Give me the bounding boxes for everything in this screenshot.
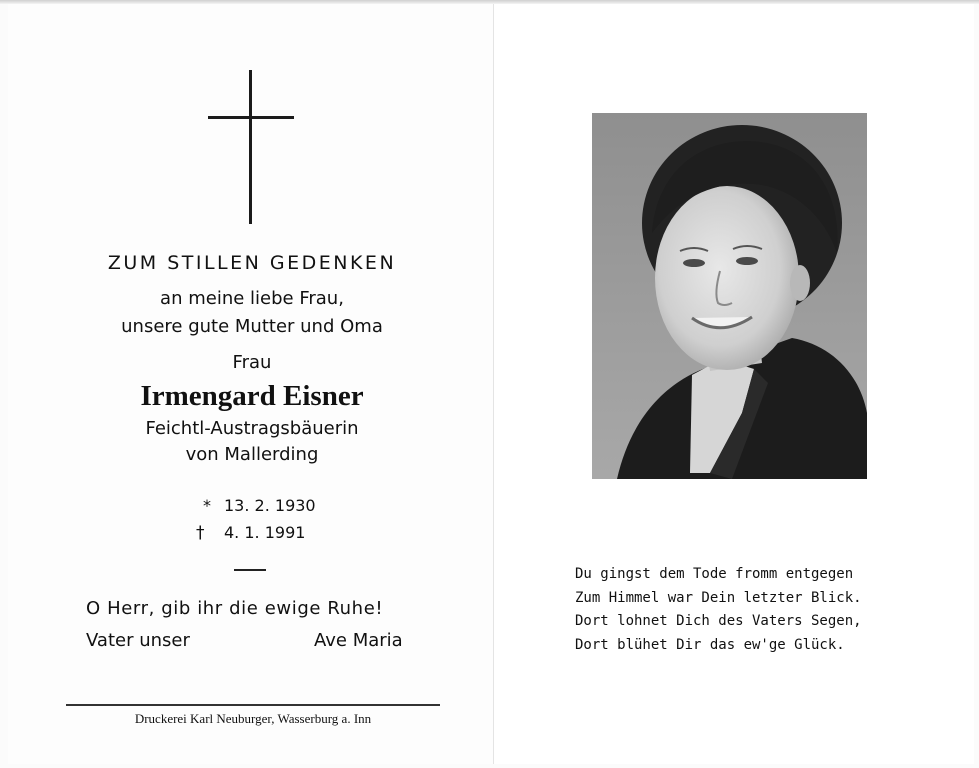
prayer-ave-maria: Ave Maria — [314, 630, 403, 651]
birth-date: 13. 2. 1930 — [224, 496, 316, 515]
heading: ZUM STILLEN GEDENKEN — [107, 252, 397, 274]
cross-horizontal-bar — [208, 116, 294, 119]
portrait-image — [592, 113, 867, 479]
dedication-line-1: an meine liebe Frau, — [160, 288, 344, 309]
death-symbol: † — [196, 523, 205, 543]
birth-symbol: * — [203, 496, 211, 515]
separator-dash — [234, 569, 266, 571]
poem-line: Dort blühet Dir das ew'ge Glück. — [575, 636, 845, 653]
title-frau: Frau — [232, 352, 272, 373]
printer-credit: Druckerei Karl Neuburger, Wasserburg a. Inn — [134, 711, 372, 726]
dedication-line-2: unsere gute Mutter und Oma — [121, 316, 383, 337]
prayer-vater-unser: Vater unser — [86, 630, 190, 651]
occupation-line-1: Feichtl-Austragsbäuerin — [145, 418, 359, 439]
prayer-line: O Herr, gib ihr die ewige Ruhe! — [86, 598, 384, 619]
portrait-photo — [592, 113, 867, 479]
occupation-line-2: von Mallerding — [185, 444, 319, 465]
poem-line: Dort lohnet Dich des Vaters Segen, — [575, 613, 862, 629]
poem — [575, 563, 862, 657]
deceased-name: Irmengard Eisner — [140, 380, 364, 412]
death-date: 4. 1. 1991 — [224, 523, 306, 542]
cross-vertical-bar — [249, 70, 252, 224]
poem-line: Du gingst dem Tode fromm entgegen — [575, 566, 854, 582]
poem-line: Zum Himmel war Dein letzter Blick. — [575, 589, 862, 606]
footer-rule — [66, 704, 440, 706]
